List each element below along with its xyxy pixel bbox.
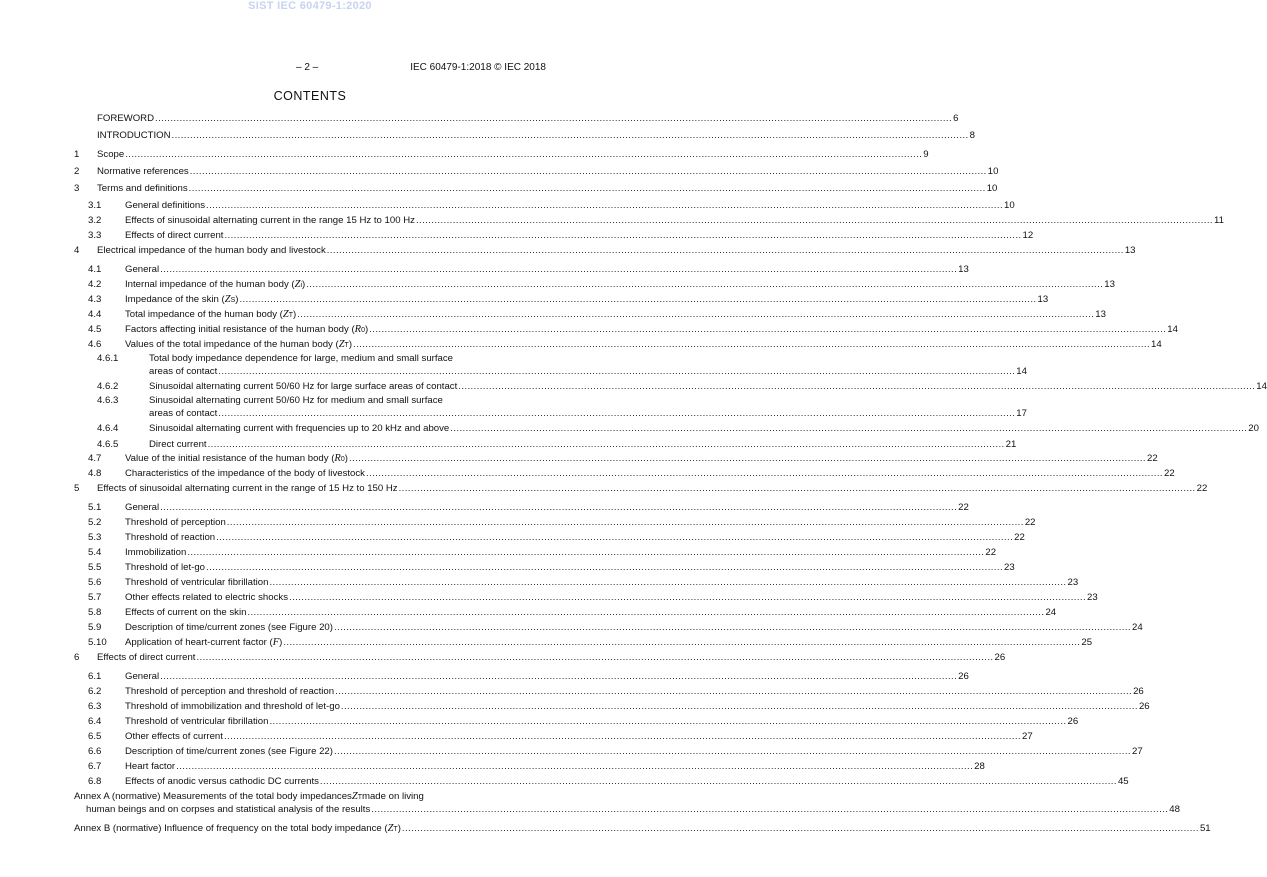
toc-entry[interactable] [74,651,1006,664]
toc-entry-title: Heart factor [125,761,176,772]
math-symbol: R [334,453,341,464]
dot-leader: .................................................................................................................................................................................................................................................................... [196,652,994,663]
toc-entry-number: 4.8 [88,468,102,479]
dot-leader: .................................................................................................................................................................................................................................................................... [297,309,1095,320]
toc-entry-number: 4.1 [88,264,102,275]
dot-leader: .................................................................................................................................................................................................................................................................... [218,408,1016,419]
dot-leader: .................................................................................................................................................................................................................................................................... [189,166,987,177]
toc-entry-title: Threshold of perception and threshold of reaction [125,686,335,697]
dot-leader: .................................................................................................................................................................................................................................................................... [207,439,1005,450]
toc-entry-number: 6.2 [88,686,102,697]
toc-page-number: 14 [1167,324,1178,335]
toc-entry[interactable] [74,467,1175,480]
toc-entry-number: 5.6 [88,577,102,588]
document-reference: IEC 60479-1:2018 © IEC 2018 [410,62,546,73]
toc-entry[interactable] [74,636,1093,649]
toc-entry-title-continuation: areas of contact [149,366,218,377]
toc-entry-number: 5.2 [88,517,102,528]
math-symbol: Z [351,791,358,802]
toc-page-number: 11 [1213,215,1224,226]
toc-entry-number: 4.2 [88,279,102,290]
toc-page-number: 26 [1138,701,1150,712]
toc-entry[interactable] [74,482,1208,495]
toc-entry[interactable] [74,244,1136,257]
math-subscript: T [344,342,349,349]
toc-page-number: 14 [1151,339,1162,350]
dot-leader: .................................................................................................................................................................................................................................................................... [269,577,1067,588]
toc-entry[interactable] [74,790,1180,816]
toc-entry[interactable] [74,214,1224,227]
toc-entry-title-suffix: ) [344,453,348,464]
toc-entry[interactable] [74,278,1115,291]
toc-entry-title: Characteristics of the impedance of the body of livestock [125,468,365,479]
toc-entry-title: General [125,264,160,275]
math-subscript: T [393,826,398,833]
math-symbol: Z [338,339,345,350]
toc-entry-title: Other effects related to electric shocks [125,592,288,603]
dot-leader: .................................................................................................................................................................................................................................................................... [160,502,958,513]
toc-entry-number: 3.2 [88,215,102,226]
toc-entry-title: INTRODUCTION [97,130,171,141]
toc-entry-title: Application of heart-current factor ( [125,637,273,648]
dot-leader: .................................................................................................................................................................................................................................................................... [176,761,974,772]
toc-entry[interactable] [74,394,1027,420]
toc-entry-number: 4.6.5 [97,439,119,450]
toc-entry-title: Effects of anodic versus cathodic DC currents [125,776,319,787]
toc-page-number: 22 [1024,517,1036,528]
toc-entry[interactable] [74,775,1129,788]
toc-entry-title: Threshold of perception [125,517,226,528]
math-symbol: Z [294,279,301,290]
toc-page-number: 28 [974,761,985,772]
math-symbol: Z [282,309,289,320]
toc-entry-number: 6.4 [88,716,102,727]
toc-entry-number: 4.6.2 [97,381,119,392]
math-symbol: Z [387,823,394,834]
toc-entry-title: Values of the total impedance of the human body ( [125,339,339,350]
toc-entry-number: 4.6.1 [97,353,119,364]
dot-leader: .................................................................................................................................................................................................................................................................... [458,381,1256,392]
toc-page-number: 10 [987,166,999,177]
toc-entry-number: 4.4 [88,309,102,320]
math-subscript: S [230,297,236,304]
toc-entry[interactable] [74,148,929,161]
toc-entry[interactable] [74,730,1033,743]
toc-page-number: 22 [1146,453,1158,464]
dot-leader: .................................................................................................................................................................................................................................................................... [333,746,1131,757]
math-symbol: R [354,324,362,335]
toc-entry-number: 2 [74,166,80,177]
toc-entry[interactable] [74,700,1150,713]
toc-entry-title: Annex A (normative) Measurements of the total body impedances [74,791,352,802]
toc-entry[interactable] [74,229,1034,242]
math-symbol: F [272,637,280,648]
toc-entry-number: 5.9 [88,622,102,633]
toc-entry[interactable] [74,516,1036,529]
toc-entry[interactable] [74,546,997,559]
toc-entry-number: 4.6.3 [97,395,119,406]
toc-entry-title-continuation: areas of contact [149,408,218,419]
toc-entry[interactable] [74,129,975,142]
toc-entry[interactable] [74,380,1267,393]
toc-entry-title: General [125,671,160,682]
toc-entry[interactable] [74,438,1017,451]
toc-entry-number: 6.6 [88,746,102,757]
toc-page-number: 13 [1095,309,1106,320]
page-title: CONTENTS [273,89,347,103]
toc-page-number: 22 [958,502,969,513]
toc-entry[interactable] [74,182,998,195]
dot-leader: .................................................................................................................................................................................................................................................................... [223,731,1021,742]
toc-entry[interactable] [74,352,1027,378]
toc-page-number: 45 [1117,776,1129,787]
dot-leader: .................................................................................................................................................................................................................................................................... [415,215,1213,226]
toc-entry-title: Threshold of ventricular fibrillation [125,716,269,727]
toc-entry[interactable] [74,822,1211,835]
toc-page-number: 8 [969,130,975,141]
dot-leader: .................................................................................................................................................................................................................................................................... [450,423,1248,434]
dot-leader: .................................................................................................................................................................................................................................................................... [319,776,1117,787]
toc-entry-number: 5.8 [88,607,102,618]
dot-leader: .................................................................................................................................................................................................................................................................... [187,547,985,558]
toc-entry-title-suffix: made on living [361,791,424,802]
dot-leader: .................................................................................................................................................................................................................................................................... [125,149,923,160]
dot-leader: .................................................................................................................................................................................................................................................................... [333,622,1131,633]
toc-entry[interactable] [74,501,969,514]
toc-entry-number: 3.3 [88,230,102,241]
toc-entry-title: Electrical impedance of the human body and livestock [97,245,326,256]
toc-entry[interactable] [74,199,1015,212]
toc-entry[interactable] [74,531,1025,544]
toc-page-number: 26 [994,652,1006,663]
toc-page-number: 20 [1248,423,1259,434]
toc-page-number: 6 [953,113,959,124]
toc-entry[interactable] [74,293,1049,306]
toc-entry-title: Factors affecting initial resistance of the human body ( [125,324,355,335]
toc-entry-number: 3.1 [88,200,102,211]
toc-page-number: 13 [958,264,969,275]
dot-leader: .................................................................................................................................................................................................................................................................... [171,130,969,141]
dot-leader: .................................................................................................................................................................................................................................................................... [239,294,1037,305]
toc-page-number: 51 [1199,823,1211,834]
toc-entry-number: 6.5 [88,731,102,742]
toc-entry-title-suffix: ) [279,637,283,648]
dot-leader: .................................................................................................................................................................................................................................................................... [226,517,1024,528]
toc-entry-number: 4.7 [88,453,102,464]
toc-entry-title: Total body impedance dependence for large, medium and small surface [149,353,453,364]
dot-leader: .................................................................................................................................................................................................................................................................... [188,183,986,194]
toc-entry-title: Immobilization [125,547,187,558]
toc-entry-number: 4 [74,245,80,256]
toc-entry[interactable] [74,670,969,683]
dot-leader: .................................................................................................................................................................................................................................................................... [218,366,1016,377]
dot-leader: .................................................................................................................................................................................................................................................................... [326,245,1124,256]
dot-leader: .................................................................................................................................................................................................................................................................... [353,339,1151,350]
toc-entry-title: General definitions [125,200,205,211]
toc-entry-number: 3 [74,183,80,194]
toc-entry[interactable] [74,576,1079,589]
toc-entry-number: 4.3 [88,294,102,305]
toc-entry-title-suffix: ) [293,309,297,320]
toc-page-number: 12 [1022,230,1034,241]
toc-entry[interactable] [74,745,1143,758]
math-subscript: 0 [340,456,345,463]
toc-entry[interactable] [74,323,1178,336]
dot-leader: .................................................................................................................................................................................................................................................................... [401,823,1199,834]
toc-entry-title: Total impedance of the human body ( [125,309,283,320]
dot-leader: .................................................................................................................................................................................................................................................................... [289,592,1087,603]
dot-leader: .................................................................................................................................................................................................................................................................... [269,716,1067,727]
dot-leader: .................................................................................................................................................................................................................................................................... [216,532,1014,543]
toc-entry[interactable] [74,561,1015,574]
math-subscript: T [357,794,362,801]
dot-leader: .................................................................................................................................................................................................................................................................... [206,200,1004,211]
math-subscript: 0 [361,327,365,334]
toc-entry-title-suffix: ) [302,279,306,290]
dot-leader: .................................................................................................................................................................................................................................................................... [371,804,1169,815]
toc-entry-title: Terms and definitions [97,183,188,194]
toc-page-number: 22 [1196,483,1208,494]
toc-page-number: 10 [1004,200,1015,211]
toc-page-number: 14 [1256,381,1267,392]
toc-page-number: 27 [1131,746,1143,757]
page-number: – 2 – [296,62,319,73]
dot-leader: .................................................................................................................................................................................................................................................................... [247,607,1045,618]
toc-entry-title: Effects of direct current [97,652,196,663]
toc-entry-title: Impedance of the skin ( [125,294,225,305]
dot-leader: .................................................................................................................................................................................................................................................................... [160,671,958,682]
toc-page-number: 25 [1081,637,1093,648]
toc-entry[interactable] [74,165,999,178]
toc-entry-number: 6.1 [88,671,102,682]
toc-entry[interactable] [74,263,969,276]
toc-entry[interactable] [74,591,1098,604]
toc-page-number: 24 [1131,622,1143,633]
toc-entry[interactable] [74,112,959,125]
toc-entry-number: 5.5 [88,562,102,573]
toc-entry-title: Description of time/current zones (see Figure 22) [125,746,333,757]
toc-page-number: 17 [1016,408,1027,419]
dot-leader: .................................................................................................................................................................................................................................................................... [206,562,1004,573]
dot-leader: .................................................................................................................................................................................................................................................................... [160,264,958,275]
toc-entry-number: 5.7 [88,592,102,603]
toc-entry-title-suffix: ) [397,823,401,834]
toc-entry-title: Internal impedance of the human body ( [125,279,295,290]
watermark: SIST IEC 60479-1:2020 [248,0,372,12]
toc-page-number: 10 [986,183,998,194]
dot-leader: .................................................................................................................................................................................................................................................................... [369,324,1167,335]
toc-page-number: 23 [1067,577,1079,588]
toc-page-number: 23 [1004,562,1015,573]
toc-entry-title-continuation: human beings and on corpses and statistical analysis of the results [86,804,371,815]
toc-page-number: 21 [1005,439,1017,450]
toc-entry-number: 6.3 [88,701,102,712]
toc-entry-title: Annex B (normative) Influence of frequency on the total body impedance ( [74,823,388,834]
toc-entry-title-suffix: ) [235,294,239,305]
toc-entry-title: Threshold of reaction [125,532,216,543]
dot-leader: .................................................................................................................................................................................................................................................................... [365,468,1163,479]
toc-entry-number: 4.5 [88,324,102,335]
toc-page-number: 22 [1164,468,1175,479]
toc-page-number: 14 [1016,366,1027,377]
toc-page-number: 13 [1124,245,1136,256]
math-subscript: T [288,312,293,319]
toc-entry-title-suffix: ) [365,324,369,335]
toc-page-number: 48 [1169,804,1180,815]
toc-entry-title: Sinusoidal alternating current with frequencies up to 20 kHz and above [149,423,450,434]
toc-page-number: 23 [1087,592,1098,603]
toc-entry-number: 6 [74,652,80,663]
dot-leader: .................................................................................................................................................................................................................................................................... [335,686,1133,697]
toc-entry-title: Value of the initial resistance of the human body ( [125,453,335,464]
toc-entry-number: 1 [74,149,80,160]
toc-entry[interactable] [74,422,1259,435]
toc-entry-title: Other effects of current [125,731,223,742]
toc-entry-title: Scope [97,149,125,160]
toc-page-number: 13 [1037,294,1049,305]
dot-leader: .................................................................................................................................................................................................................................................................... [398,483,1196,494]
toc-page-number: 24 [1045,607,1057,618]
dot-leader: .................................................................................................................................................................................................................................................................... [224,230,1022,241]
toc-entry-number: 5.1 [88,502,102,513]
toc-entry-number: 6.7 [88,761,102,772]
toc-entry-title: Effects of current on the skin [125,607,247,618]
toc-entry-title: General [125,502,160,513]
math-subscript: i [300,282,303,289]
toc-page-number: 9 [923,149,929,160]
toc-entry-number: 5 [74,483,80,494]
toc-page-number: 13 [1104,279,1115,290]
toc-entry[interactable] [74,685,1144,698]
toc-entry[interactable] [74,338,1162,351]
toc-entry[interactable] [74,308,1106,321]
toc-entry-number: 5.10 [88,637,107,648]
toc-entry-title: Description of time/current zones (see Figure 20) [125,622,333,633]
toc-page-number: 26 [1067,716,1079,727]
dot-leader: .................................................................................................................................................................................................................................................................... [155,113,953,124]
dot-leader: .................................................................................................................................................................................................................................................................... [340,701,1138,712]
toc-page-number: 22 [1014,532,1025,543]
toc-entry-number: 4.6 [88,339,102,350]
page-header [74,62,546,76]
toc-entry-title: FOREWORD [97,113,155,124]
toc-page-number: 22 [985,547,997,558]
toc-entry[interactable] [74,621,1143,634]
toc-entry-number: 5.3 [88,532,102,543]
toc-entry-number: 4.6.4 [97,423,119,434]
toc-entry-title: Threshold of ventricular fibrillation [125,577,269,588]
toc-entry-title: Effects of sinusoidal alternating current in the range 15 Hz to 100 Hz [125,215,415,226]
dot-leader: .................................................................................................................................................................................................................................................................... [306,279,1104,290]
toc-entry-title: Sinusoidal alternating current 50/60 Hz for medium and small surface [149,395,443,406]
dot-leader: .................................................................................................................................................................................................................................................................... [348,453,1146,464]
toc-entry-title: Direct current [149,439,207,450]
toc-entry-number: 6.8 [88,776,102,787]
toc-entry-title: Effects of direct current [125,230,224,241]
toc-entry-title: Threshold of immobilization and threshold of let-go [125,701,340,712]
toc-entry-title: Effects of sinusoidal alternating current in the range of 15 Hz to 150 Hz [97,483,398,494]
dot-leader: .................................................................................................................................................................................................................................................................... [283,637,1081,648]
toc-entry-title: Sinusoidal alternating current 50/60 Hz for large surface areas of contact [149,381,458,392]
toc-entry-title-suffix: ) [348,339,353,350]
toc-entry-title: Normative references [97,166,189,177]
toc-entry-title: Threshold of let-go [125,562,205,573]
toc-page-number: 27 [1021,731,1033,742]
math-symbol: Z [224,294,231,305]
toc-page-number: 26 [1133,686,1144,697]
toc-entry[interactable] [74,606,1057,619]
toc-entry[interactable] [74,760,985,773]
toc-entry-number: 5.4 [88,547,102,558]
toc-page-number: 26 [958,671,969,682]
toc-entry[interactable] [74,452,1158,465]
toc-entry[interactable] [74,715,1079,728]
